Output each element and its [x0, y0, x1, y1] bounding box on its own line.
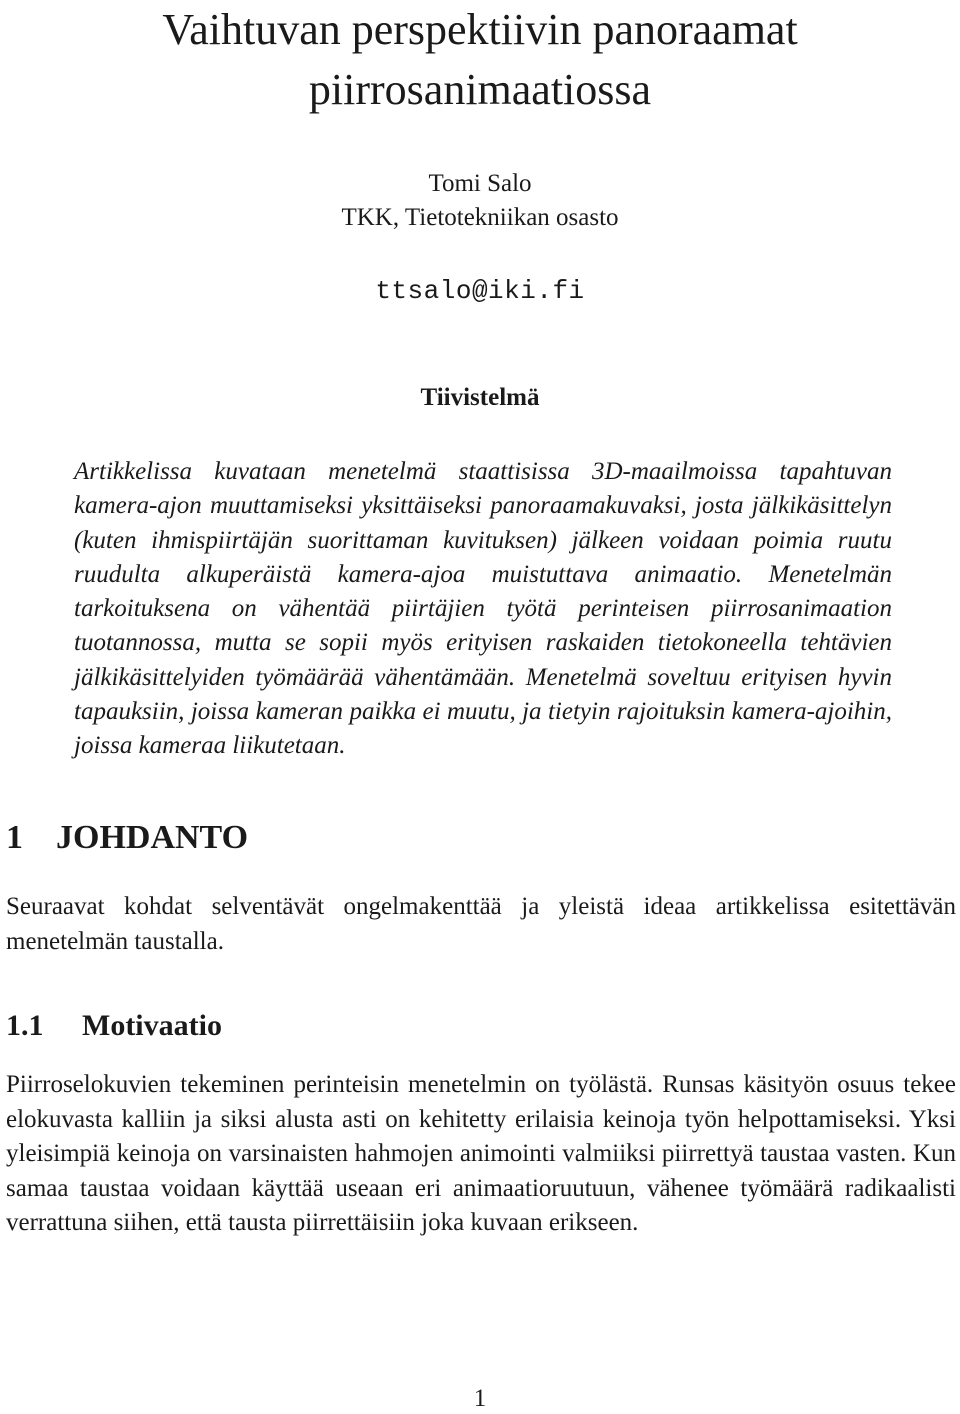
section-title: JOHDANTO	[56, 819, 249, 856]
section-heading	[6, 816, 248, 860]
author-name: Tomi Salo	[428, 170, 532, 197]
paper-title: Vaihtuvan perspektiivin panoraamat piirrosanimaatiossa	[162, 5, 798, 114]
author-email: ttsalo@iki.fi	[375, 276, 585, 306]
abstract-text: Artikkelissa kuvataan menetelmä staattisissa 3D-maailmoissa tapahtuvan kamera-ajon muuttamiseksi yksittäiseksi panoraamakuvaksi, josta jälkikäsittelyn (kuten ihmispiirtäjän suorittaman kuvituksen) jälkeen voidaan poimia ruutu ruudulta alkuperäistä kamera-ajoa muistuttava animaatio. Menetelmän tarkoituksena on vähentää piirtäjien työtä perinteisen piirrosanimaation tuotannossa, mutta se sopii myös erityisen raskaiden tietokoneella tehtävien jälkikäsittelyiden työmäärää vähentämään. Menetelmä soveltuu erityisen hyvin tapauksiin, joissa kameran paikka ei muutu, ja tietyin rajoituksin kamera-ajoihin, joissa kameraa liikutetaan.	[74, 458, 892, 760]
subsection-title: Motivaatio	[82, 1009, 222, 1042]
intro-paragraph: Seuraavat kohdat selventävät ongelmakenttää ja yleistä ideaa artikkelissa esitettävän menetelmän taustalla.	[6, 893, 956, 955]
page-number: 1	[473, 1385, 487, 1412]
author-affiliation: TKK, Tietotekniikan osasto	[341, 204, 619, 231]
subsection-heading	[6, 1006, 222, 1046]
subsection-number: 1.1	[6, 1009, 44, 1042]
section-number: 1	[6, 819, 23, 856]
motivation-paragraph: Piirroselokuvien tekeminen perinteisin menetelmin on työlästä. Runsas käsityön osuus tekee elokuvasta kalliin ja siksi alusta asti on kehitetty erilaisia keinoja työn helpottamiseksi. Yksi yleisimpiä keinoja on varsinaisten hahmojen animointi valmiiksi piirrettyä taustaa vasten. Kun samaa taustaa voidaan käyttää useaan eri animaatioruutuun, vähenee työmäärä radikaalisti verrattuna siihen, että tausta piirrettäisiin joka kuvaan erikseen.	[6, 1071, 956, 1236]
abstract-heading: Tiivistelmä	[420, 384, 540, 411]
